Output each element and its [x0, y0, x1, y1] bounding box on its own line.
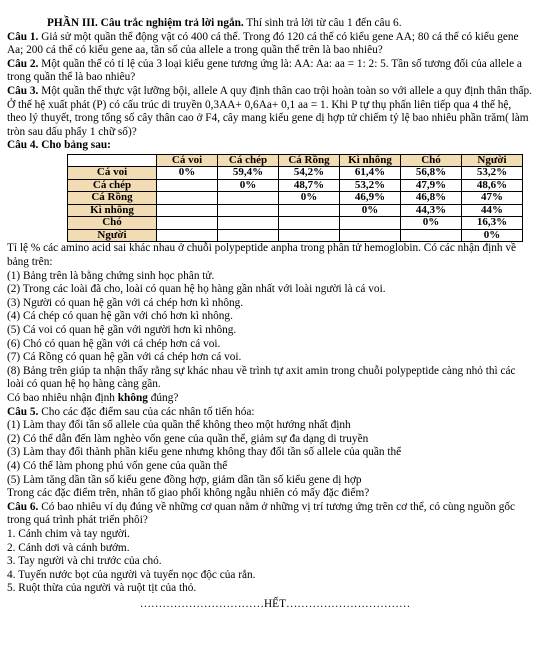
question-1-label: Câu 1. [7, 30, 39, 43]
statement: 5. Ruột thừa của người và ruột tịt của thỏ. [7, 582, 197, 595]
table-cell: 47% [462, 192, 523, 205]
similarity-table-wrap [67, 154, 533, 243]
table-cell: 0% [279, 192, 340, 205]
statement: (6) Chó có quan hệ gần với cá chép hơn cá voi. [7, 337, 221, 350]
table-row [68, 192, 523, 205]
statement: (3) Người có quan hệ gần với cá chép hơn kì nhông. [7, 296, 244, 309]
ask-suffix: đúng? [147, 391, 179, 404]
question-4-label: Câu 4. Cho bảng sau: [7, 139, 111, 152]
statement: 3. Tay người và chi trước của chó. [7, 555, 162, 568]
table-cell: 53,2% [340, 179, 401, 192]
table-cell: 0% [157, 167, 218, 180]
table-cell: 47,9% [401, 179, 462, 192]
section-heading-rest: Thí sinh trả lời từ câu 1 đến câu 6. [243, 17, 402, 29]
table-cell: 48,7% [279, 179, 340, 192]
statement: (3) Làm thay đổi thành phần kiểu gene nhưng không thay đổi tần số allele của quần thể [7, 446, 402, 459]
section-heading-bold: PHẦN III. Câu trắc nghiệm trả lời ngắn. [47, 17, 244, 29]
statement: (2) Trong các loài đã cho, loài có quan hệ họ hàng gần nhất với loài người là cá voi. [7, 283, 386, 296]
table-row-header: Người [68, 229, 157, 242]
table-cell [157, 179, 218, 192]
statement: (1) Bảng trên là bằng chứng sinh học phân tử. [7, 269, 215, 282]
table-cell [218, 229, 279, 242]
table-cell: 44% [462, 204, 523, 217]
table-corner-cell [68, 154, 157, 167]
question-5 [7, 406, 533, 420]
statement: (5) Làm tăng dần tần số kiểu gene đồng hợp, giảm dần tần số kiểu gene dị hợp [7, 473, 362, 486]
table-col-header: Cá chép [218, 154, 279, 167]
ask-prefix: Có bao nhiêu nhận định [7, 391, 118, 404]
question-2-label: Câu 2. [7, 57, 39, 70]
table-col-header: Cá Rồng [279, 154, 340, 167]
exam-page [7, 17, 533, 611]
ask-bold: không [117, 391, 148, 404]
table-row-header: Cá voi [68, 167, 157, 180]
table-header-row [68, 154, 523, 167]
table-cell: 0% [401, 217, 462, 230]
table-cell: 48,6% [462, 179, 523, 192]
question-6 [7, 501, 533, 528]
table-cell [218, 192, 279, 205]
statement: 4. Tuyến nước bọt của người và tuyến nọc độc của rắn. [7, 568, 256, 581]
table-col-header: Kì nhông [340, 154, 401, 167]
question-3 [7, 85, 533, 139]
question-5-ask: Trong các đặc điểm trên, nhân tố giao phối không ngẫu nhiên có mấy đặc điểm? [7, 487, 370, 500]
table-cell: 53,2% [462, 167, 523, 180]
table-row-header: Chó [68, 217, 157, 230]
question-2-text: Một quần thể có tỉ lệ của 3 loại kiểu gene tương ứng là: AA: Aa: aa = 1: 2: 5. Tần số tương đối của allele a trong quần thể là bao nhiêu? [7, 57, 522, 84]
statement: 2. Cánh dơi và cánh bướm. [7, 541, 130, 554]
table-cell [157, 204, 218, 217]
end-marker: ……………………………HẾT…………………………… [139, 597, 411, 610]
table-col-header: Cá voi [157, 154, 218, 167]
table-col-header: Người [462, 154, 523, 167]
table-cell [279, 229, 340, 242]
statement: 1. Cánh chim và tay người. [7, 527, 130, 540]
table-cell [218, 217, 279, 230]
table-cell [340, 217, 401, 230]
table-cell [157, 192, 218, 205]
table-cell [157, 217, 218, 230]
table-cell: 61,4% [340, 167, 401, 180]
table-cell: 59,4% [218, 167, 279, 180]
table-cell: 0% [462, 229, 523, 242]
table-row-header: Cá Rồng [68, 192, 157, 205]
table-row [68, 204, 523, 217]
question-6-text: Có bao nhiêu ví dụ đúng về những cơ quan nằm ở những vị trí tương ứng trên cơ thể, có cùng nguồn gốc trong quá trình phát triển phôi? [7, 500, 516, 527]
table-cell: 56,8% [401, 167, 462, 180]
table-cell [157, 229, 218, 242]
table-cell: 54,2% [279, 167, 340, 180]
table-col-header: Chó [401, 154, 462, 167]
table-cell: 44,3% [401, 204, 462, 217]
table-cell: 0% [218, 179, 279, 192]
question-4-ask [7, 392, 533, 406]
table-cell [218, 204, 279, 217]
table-row [68, 217, 523, 230]
section-heading [7, 17, 533, 31]
statement: (4) Có thể làm phong phú vốn gene của quần thể [7, 459, 228, 472]
question-5-label: Câu 5. [7, 405, 39, 418]
statement: (1) Làm thay đổi tần số allele của quần thể không theo một hướng nhất định [7, 419, 351, 432]
similarity-table [67, 154, 523, 243]
statement: (4) Cá chép có quan hệ gần với chó hơn kì nhông. [7, 310, 233, 323]
statement: (5) Cá voi có quan hệ gần với người hơn kì nhông. [7, 324, 237, 336]
question-5-text: Cho các đặc điểm sau của các nhân tố tiến hóa: [38, 405, 255, 418]
table-row [68, 229, 523, 242]
table-caption: Tỉ lệ % các amino acid sai khác nhau ở chuỗi polypeptide anpha trong phân tử hemoglobin. Có các nhận định về bảng trên: [7, 242, 517, 269]
table-cell [279, 204, 340, 217]
table-cell: 46,8% [401, 192, 462, 205]
table-cell: 0% [340, 204, 401, 217]
question-1-text: Giả sử một quần thể động vật có 400 cá thể. Trong đó 120 cá thể có kiểu gene AA; 80 cá thể có kiểu gene Aa; 200 cá thể có kiểu gene aa, tần số của allele a trong quần thể trên là bao nhiêu? [7, 30, 519, 57]
question-2 [7, 58, 533, 85]
statement: (7) Cá Rồng có quan hệ gần với cá chép hơn cá voi. [7, 351, 242, 364]
question-1 [7, 31, 533, 58]
table-cell [401, 229, 462, 242]
table-cell: 16,3% [462, 217, 523, 230]
table-cell: 46,9% [340, 192, 401, 205]
question-4 [7, 139, 533, 153]
table-row-header: Cá chép [68, 179, 157, 192]
statement: (2) Có thể dẫn đến làm nghèo vốn gene của quần thể, giảm sự đa dạng di truyền [7, 432, 369, 445]
question-3-label: Câu 3. [7, 84, 39, 97]
question-6-label: Câu 6. [7, 500, 39, 513]
table-cell [279, 217, 340, 230]
question-3-text: Một quần thể thực vật lưỡng bội, allele A quy định thân cao trội hoàn toàn so với allele a quy định thân thấp. Ở thế hệ xuất phát (P) có cấu trúc di truyền 0,3AA+ 0,6Aa+ 0,1 aa = 1. Khi P tự thụ phấn liên tiếp qua 4 thế hệ, theo lý thuyết, trong tổng số cây thân cao ở F4, cây mang kiểu gene dị hợp tử chiếm tỷ lệ bao nhiêu phần trăm( làm tròn sau dấu phẩy 1 chữ số)? [7, 84, 532, 138]
table-row [68, 179, 523, 192]
table-cell [340, 229, 401, 242]
table-row-header: Kì nhông [68, 204, 157, 217]
statement: (8) Bảng trên giúp ta nhận thấy rằng sự khác nhau về trình tự axit amin trong chuỗi polypeptide càng nhỏ thì các loài có quan hệ họ hàng càng gần. [7, 364, 516, 391]
table-row [68, 167, 523, 180]
